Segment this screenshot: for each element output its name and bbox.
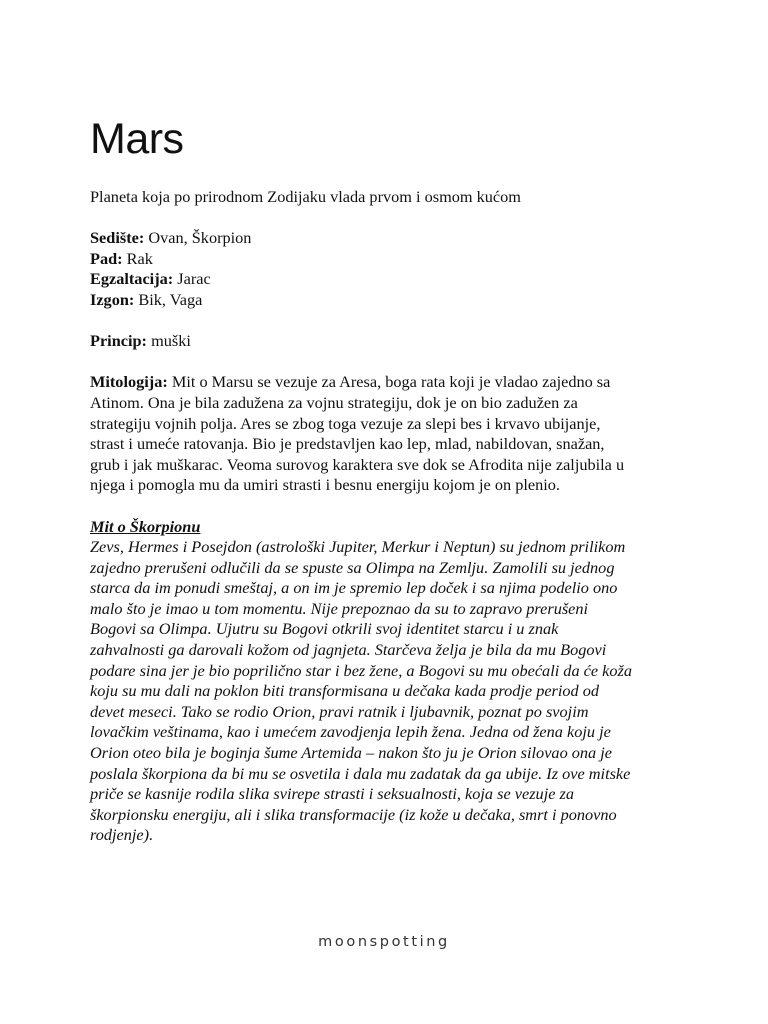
principle-label: Princip: [90, 331, 147, 351]
page-title: Mars [90, 115, 184, 163]
myth-line: lovačkim veštinama, kao i umećem zavodjenja lepih žena. Jedna od žena koju je [90, 722, 611, 742]
mythology-line: strast i umeće ratovanja. Bio je predstavljen kao lep, mlad, nabildovan, snažan, [90, 434, 605, 454]
myth-line: škorpionsku energiju, ali i slika transformacije (iz kože u dečaka, smrt i ponovno [90, 804, 617, 824]
scorpion-myth-title: Mit o Škorpionu [90, 516, 201, 536]
mythology-line: grub i jak muškarac. Veoma surovog karaktera sve dok se Afrodita nije zaljubila u [90, 454, 625, 474]
principle-row [90, 331, 690, 352]
attribute-label: Sedište: [90, 228, 145, 248]
myth-line: zajedno prerušeni odlučili da se spuste sa Olimpa na Zemlju. Zamolili su jednog [90, 557, 615, 577]
footer-logo: moonspotting [318, 934, 450, 950]
myth-line: starca da im ponudi smeštaj, a on im je spremio lep doček i sa njima podelio ono [90, 578, 618, 598]
subtitle: Planeta koja po prirodnom Zodijaku vlada prvom i osmom kućom [90, 187, 521, 206]
mythology-line: Atinom. Ona je bila zadužena za vojnu strategiju, dok je on bio zadužen za [90, 392, 578, 412]
attribute-value: Jarac [177, 269, 211, 289]
attribute-label: Egzaltacija: [90, 269, 174, 289]
attributes-list [90, 228, 690, 310]
attribute-label: Pad: [90, 248, 123, 268]
myth-line: rodjenje). [90, 825, 154, 845]
attribute-row [90, 249, 690, 270]
myth-line: zahvalnosti ga darovali kožom od jagnjeta. Starčeva želja je bila da mu Bogovi [90, 640, 607, 660]
principle-value: muški [151, 331, 191, 351]
mythology-line: njega i pomogla mu da umiri strasti i besnu energiju kojom je on plenio. [90, 475, 560, 495]
myth-line: Zevs, Hermes i Posejdon (astrološki Jupiter, Merkur i Neptun) su jednom prilikom [90, 537, 626, 557]
myth-line: Orion oteo bila je boginja šume Artemida – nakon što ju je Orion silovao ona je [90, 743, 613, 763]
attribute-row [90, 269, 690, 290]
myth-line: priče se kasnije rodila slika svirepe strasti i seksualnosti, koja se vezuje za [90, 784, 574, 804]
myth-line: Bogovi sa Olimpa. Ujutru su Bogovi otkrili svoj identitet starcu i u znak [90, 619, 559, 639]
scorpion-myth-section [90, 517, 690, 847]
myth-line: koju su mu dali na poklon biti transformisana u dečaka kada prodje period od [90, 681, 600, 701]
attribute-value: Ovan, Škorpion [148, 228, 252, 248]
mythology-label: Mitologija: [90, 372, 168, 392]
attribute-row [90, 228, 690, 249]
myth-line: poslala škorpiona da bi mu se osvetila i dala mu zadatak da ga ubije. Iz ove mitske [90, 763, 631, 783]
document-body [90, 187, 690, 846]
myth-line: devet meseci. Tako se rodio Orion, pravi ratnik i ljubavnik, poznat po svojim [90, 701, 589, 721]
attribute-value: Rak [126, 248, 153, 268]
mythology-line: strategiju vojnih polja. Ares se zbog toga vezuje za slepi bes i krvavo ubijanje, [90, 413, 601, 433]
mythology-section [90, 372, 690, 496]
attribute-value: Bik, Vaga [138, 289, 203, 309]
myth-line: malo što je imao u tom momentu. Nije prepoznao da su to zapravo prerušeni [90, 598, 589, 618]
mythology-line: Mitologija: Mit o Marsu se vezuje za Aresa, boga rata koji je vladao zajedno sa [90, 372, 611, 392]
myth-line: podare sina jer je bio poprilično star i bez žene, a Bogovi su mu obećali da će koža [90, 660, 633, 680]
attribute-label: Izgon: [90, 289, 135, 309]
attribute-row [90, 290, 690, 311]
